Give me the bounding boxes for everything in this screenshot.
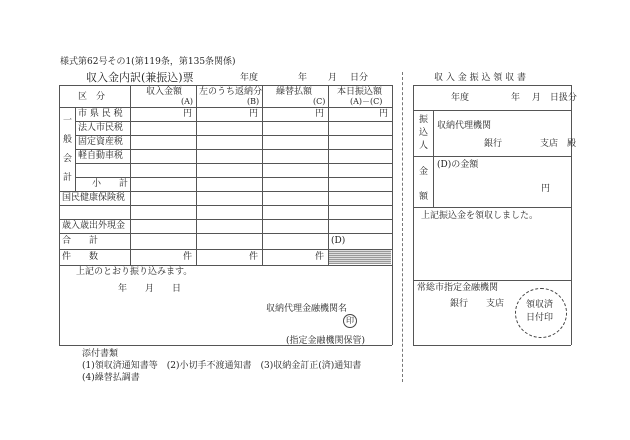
seal-text: 印 (346, 316, 354, 325)
col-header-d: 本日振込額 (337, 87, 383, 97)
row-label: 固定資産税 (78, 137, 124, 147)
furikomi-label-char: 人 (419, 141, 429, 151)
transfer-note: 上記のとおり振り込みます。 (76, 267, 193, 277)
branch-label: 支店 殿 (540, 139, 577, 149)
row-label: 合 計 (62, 236, 99, 246)
col-header-c: 繰替払額 (276, 87, 313, 97)
yen-mark: 円 (249, 109, 259, 119)
ken-mark: 件 (249, 252, 259, 262)
attach-title: 添付書類 (82, 349, 119, 359)
col-header-d-sub: (A)－(C) (350, 97, 383, 106)
header-year-label: 年度 (240, 73, 259, 83)
stamp-text: 領収済 (526, 300, 554, 310)
receipt-date-label: 年 月 日扱分 (511, 93, 577, 103)
row-label: 国民健康保険税 (62, 193, 126, 203)
receipt-title: 収 入 金 振 込 領 収 書 (434, 73, 527, 83)
yen-mark: 円 (379, 109, 389, 119)
d-amount-label: (D)の金額 (437, 160, 479, 170)
agent-label: 収納代理機関 (437, 121, 492, 131)
receipt-yen-mark: 円 (541, 184, 551, 194)
amount-label-char: 金 (419, 167, 429, 177)
header-day-label: 月 (328, 73, 338, 83)
attach-line-1: (1)領収済通知書等 (2)小切手不渡通知書 (3)収納金訂正(済)通知書 (82, 361, 362, 371)
group-label-char: 般 (63, 135, 73, 145)
ken-mark: 件 (315, 252, 325, 262)
col-header-b: 左のうち返納分 (199, 87, 263, 97)
row-label: 歳入歳出外現金 (62, 221, 126, 231)
receipt-stamp-icon (515, 288, 567, 338)
received-note: 上記振込金を領収しました。 (421, 211, 539, 221)
seal-icon (343, 314, 357, 328)
perforation-line (402, 72, 403, 382)
row-label: 市 県 民 税 (78, 109, 123, 119)
agent-name-label: 収納代理金融機関名 (266, 304, 348, 314)
form-title: 収入金内訳(兼振込)票 (86, 71, 194, 84)
yen-mark: 円 (315, 109, 325, 119)
header-month-label: 年 (298, 73, 308, 83)
stamp-text: 日付印 (526, 313, 554, 323)
row-label: 法人市民税 (78, 123, 124, 133)
col-header-kubun: 区 分 (78, 92, 106, 102)
keeper-note: (指定金融機関保管) (286, 336, 366, 346)
col-header-a-sub: (A) (181, 97, 194, 106)
attach-line-2: (4)繰替払調書 (82, 373, 140, 383)
receipt-year-label: 年度 (451, 93, 470, 103)
row-label: 軽自動車税 (78, 151, 124, 161)
date-month: 月 (145, 284, 155, 294)
amount-label-char: 額 (419, 192, 429, 202)
group-label-char: 一 (63, 116, 73, 126)
bank2-label: 銀行 (450, 299, 469, 309)
col-header-a: 収入金額 (146, 87, 183, 97)
row-label: 件 数 (62, 252, 99, 262)
yen-mark: 円 (183, 109, 193, 119)
branch2-label: 支店 (486, 299, 505, 309)
header-period-label: 日分 (350, 73, 369, 83)
d-mark: (D) (331, 236, 346, 246)
group-label-char: 会 (63, 154, 73, 164)
furikomi-label-char: 込 (419, 128, 429, 138)
furikomi-label-char: 振 (419, 115, 429, 125)
date-year: 年 (118, 284, 128, 294)
ken-mark: 件 (183, 252, 193, 262)
col-header-c-sub: (C) (313, 97, 326, 106)
col-header-b-sub: (B) (247, 97, 260, 106)
designated-bank: 常総市指定金融機関 (417, 283, 499, 293)
group-label-char: 計 (63, 173, 73, 183)
form-number: 様式第62号その1(第119条，第135条関係) (60, 57, 236, 67)
row-label: 小 計 (92, 179, 129, 189)
date-day: 日 (172, 284, 182, 294)
bank-label: 銀行 (484, 139, 503, 149)
